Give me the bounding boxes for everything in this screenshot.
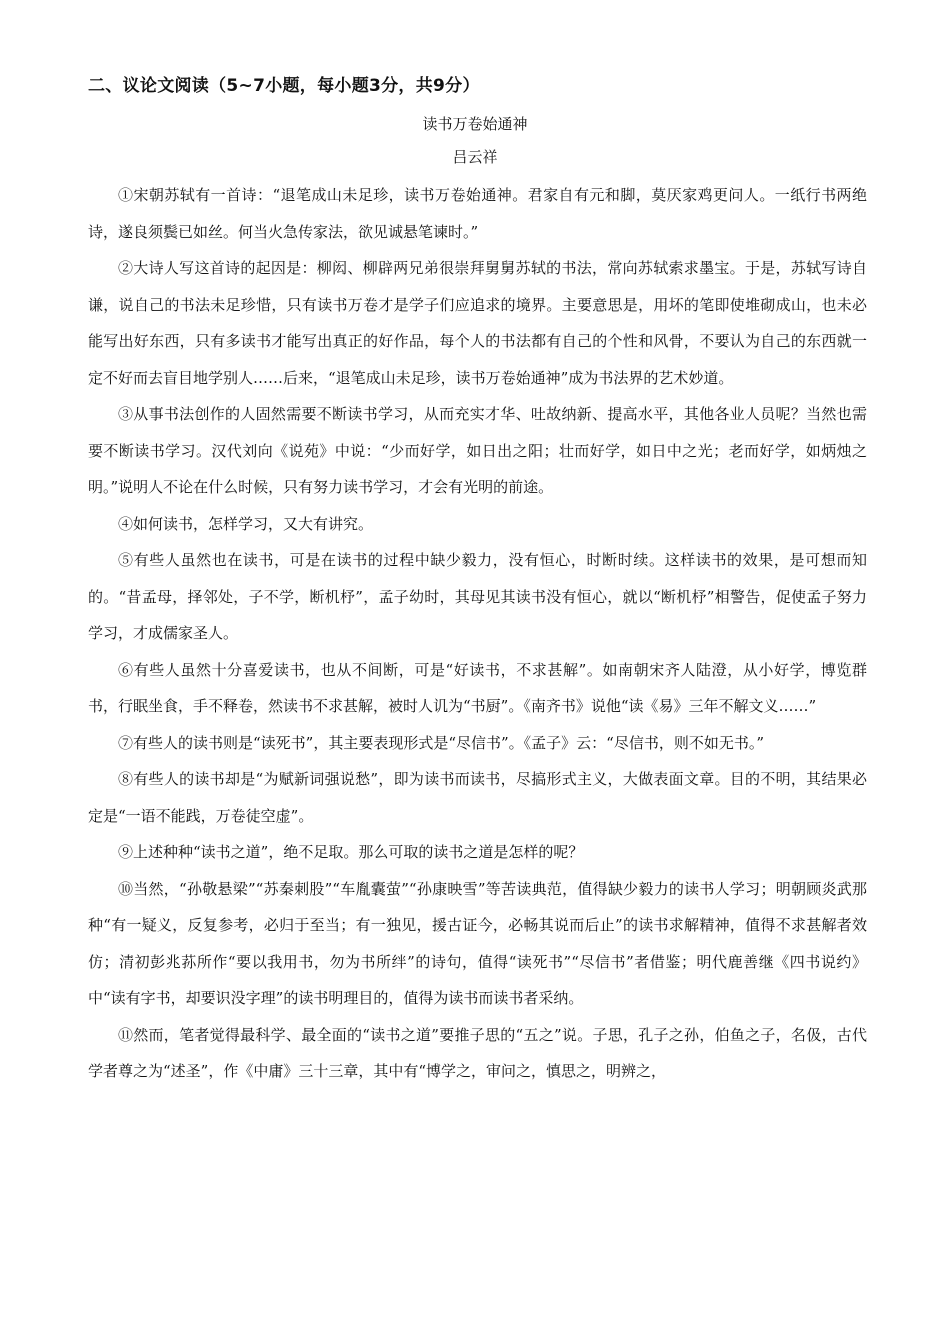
paragraph-6: ⑥有些人虽然十分喜爱读书，也从不间断，可是“好读书，不求甚解”。如南朝宋齐人陆澄，从小好学，博览群书，行眠坐食，手不释卷，然读书不求甚解，被时人讥为“书厨”。《南齐书》说他“读《易》三年不解文义……”: [88, 660, 867, 715]
paragraph-2: ②大诗人写这首诗的起因是：柳闳、柳辟两兄弟很崇拜舅舅苏轼的书法，常向苏轼索求墨宝。于是，苏轼写诗自谦，说自己的书法未足珍惜，只有读书万卷才是学子们应追求的境界。主要意思是，用坏的笔即使堆砌成山，也未必能写出好东西，只有多读书才能写出真正的好作品，每个人的书法都有自己的个性和风骨，不要认为自己的东西就一定不好而去盲目地学别人……后来，“退笔成山未足珍，读书万卷始通神”成为书法界的艺术妙道。: [88, 259, 867, 387]
paragraph-9: ⑨上述种种“读书之道”，绝不足取。那么可取的读书之道是怎样的呢？: [118, 843, 584, 861]
paragraph-8: ⑧有些人的读书却是“为赋新词强说愁”，即为读书而读书，尽搞形式主义，大做表面文章。目的不明，其结果必定是“一语不能践，万卷徒空虚”。: [88, 770, 867, 825]
paragraph-4: ④如何读书，怎样学习，又大有讲究。: [118, 514, 374, 533]
paragraph-3: ③从事书法创作的人固然需要不断读书学习，从而充实才华、吐故纳新、提高水平，其他各业人员呢？当然也需要不断读书学习。汉代刘向《说苑》中说：“少而好学，如日出之阳；壮而好学，如日中之光；老而好学，如炳烛之明。”说明人不论在什么时候，只有努力读书学习，才会有光明的前途。: [88, 405, 867, 496]
essay-author: 吕云祥: [452, 148, 498, 166]
essay-title: 读书万卷始通神: [422, 115, 528, 133]
essay-body: [88, 177, 867, 1090]
paragraph-7: ⑦有些人的读书则是“读死书”，其主要表现形式是“尽信书”。《孟子》云：“尽信书，则不如无书。”: [118, 733, 765, 752]
section-heading: 二、议论文阅读（5~7小题，每小题3分，共9分）: [88, 76, 480, 96]
paragraph-11: ⑪然而，笔者觉得最科学、最全面的“读书之道”要推子思的“五之”说。子思，孔子之孙，伯鱼之子，名伋，古代学者尊之为“述圣”，作《中庸》三十三章，其中有“博学之，审问之，慎思之，明辨之，: [88, 1025, 867, 1080]
paragraph-1: ①宋朝苏轼有一首诗：“退笔成山未足珍，读书万卷始通神。君家自有元和脚，莫厌家鸡更问人。一纸行书两绝诗，遂良须鬓已如丝。何当火急传家法，欲见诚悬笔谏时。”: [88, 186, 867, 241]
paragraph-5: ⑤有些人虽然也在读书，可是在读书的过程中缺少毅力，没有恒心，时断时续。这样读书的效果，是可想而知的。“昔孟母，择邻处，子不学，断机杼”，孟子幼时，其母见其读书没有恒心，就以“断机杼”相警告，促使孟子努力学习，才成儒家圣人。: [88, 551, 867, 642]
paragraph-10: ⑩当然，“孙敬悬梁”“苏秦刺股”“车胤囊萤”“孙康映雪”等苦读典范，值得缺少毅力的读书人学习；明朝顾炎武那种“有一疑义，反复参考，必归于至当；有一独见，援古证今，必畅其说而后止”的读书求解精神，值得不求甚解者效仿；清初彭兆荪所作“要以我用书，勿为书所绊”的诗句，值得“读死书”“尽信书”者借鉴；明代鹿善继《四书说约》中“读有字书，却要识没字理”的读书明理目的，值得为读书而读书者采纳。: [88, 879, 867, 1007]
